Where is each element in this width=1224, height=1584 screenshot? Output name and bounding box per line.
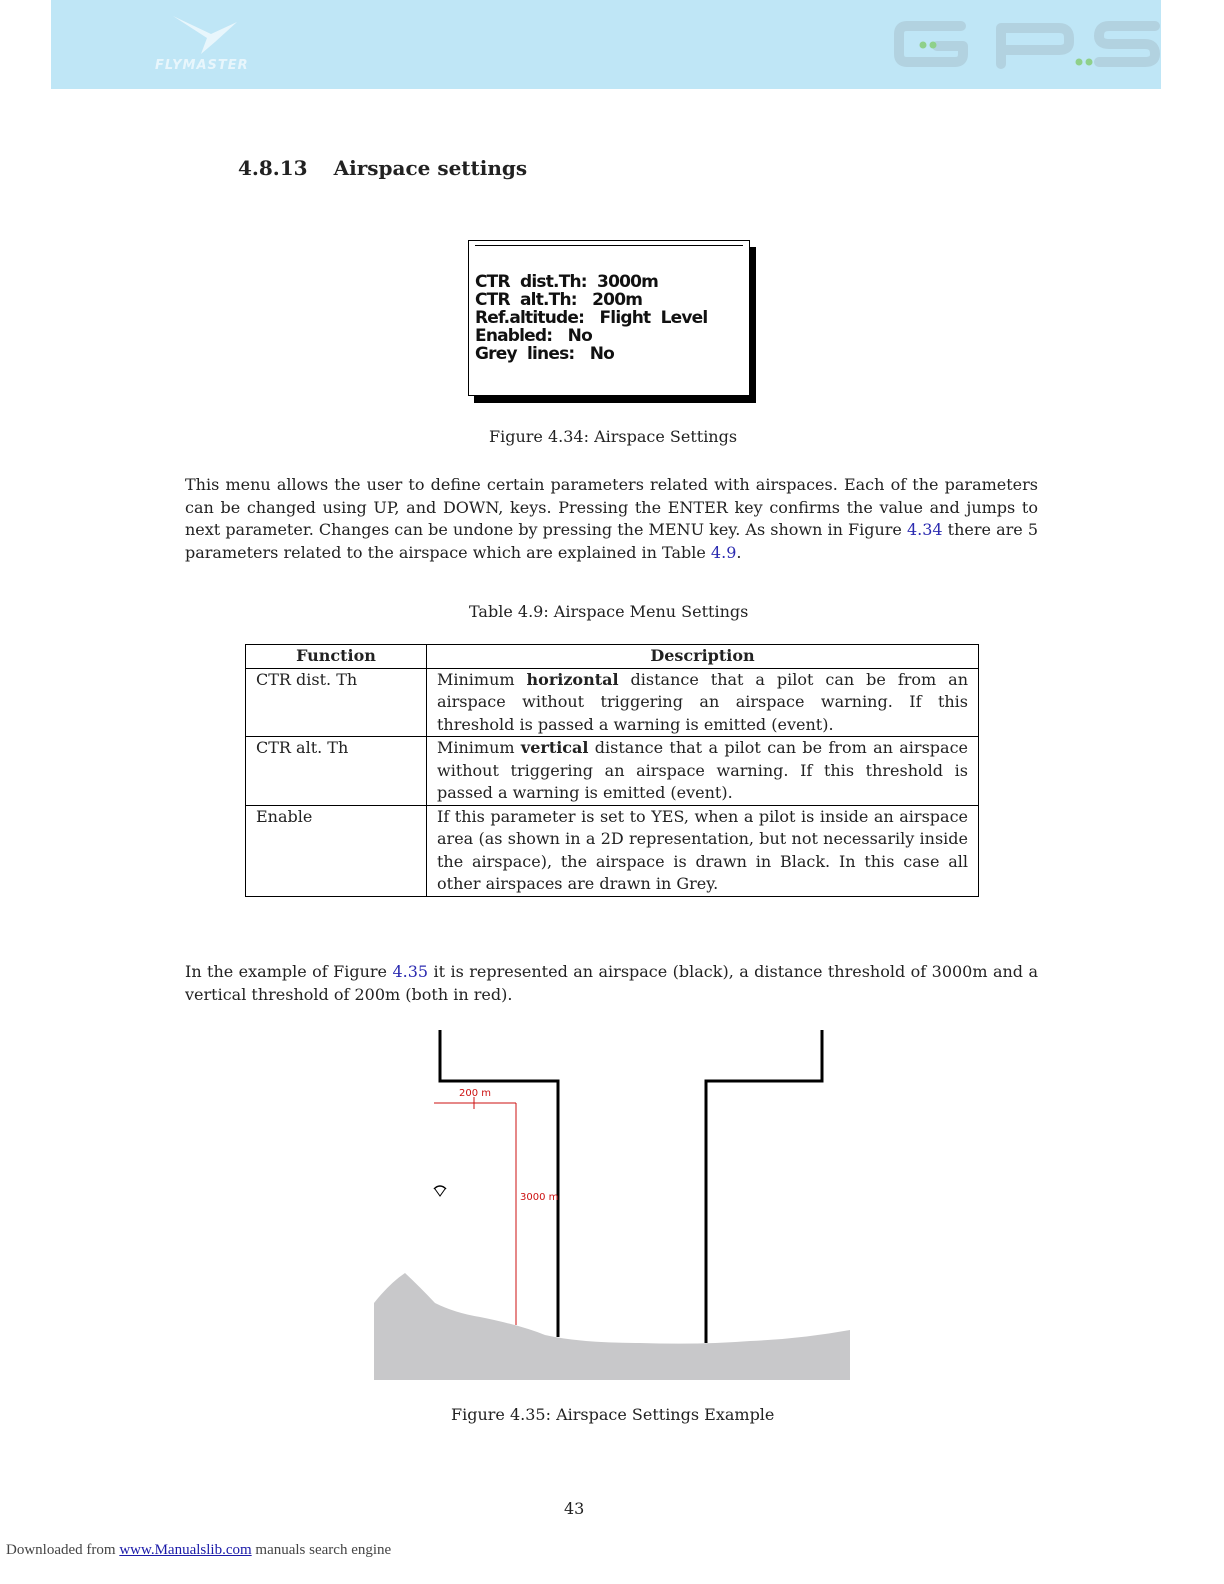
screen-row-value: 3000m: [597, 272, 659, 292]
description-text: Minimum: [437, 669, 527, 689]
horizontal-threshold-label: 3000 m: [520, 1192, 559, 1203]
section-title-text: Airspace settings: [333, 156, 528, 180]
paragraph-intro: [185, 474, 1038, 564]
screen-row-ctr-alt: [475, 290, 642, 310]
table-link[interactable]: 4.9: [710, 542, 737, 562]
function-cell: Enable: [246, 805, 427, 896]
screen-row-value: No: [589, 344, 615, 364]
description-cell: [427, 668, 979, 737]
figure-link[interactable]: 4.34: [906, 520, 943, 539]
paragraph-text: This menu allows the user to define certain parameters related with airspaces. Each of the parameters can be changed using UP, and DOWN, keys. Pressing the ENTER key confirms the value and jumps to next parameter. Changes can be undone by pressing the MENU key. As shown in Figure: [185, 475, 1038, 539]
description-text: If this parameter is set to YES, when a pilot is inside an airspace area (as shown in a 2D representation, but not necessarily inside the airspace), the airspace is drawn in Black. In this case all other airspaces are drawn in Grey.: [437, 806, 968, 893]
footer: [6, 1542, 391, 1559]
figure-caption: Figure 4.34: Airspace Settings: [489, 427, 738, 446]
screen-row-grey-lines: [475, 344, 614, 364]
paraglider-icon: [434, 1186, 446, 1196]
settings-table: [245, 644, 979, 897]
description-emphasis: vertical: [520, 738, 589, 757]
screen-row-label: CTR dist.Th:: [475, 272, 587, 292]
paragraph-text: there are 5 parameters related to the airspace which are explained in Table: [185, 520, 1038, 562]
column-header-description: Description: [427, 645, 979, 669]
airspace-example-figure: [360, 1025, 860, 1387]
table-row: [246, 805, 979, 896]
flymaster-wing-icon: [171, 14, 241, 56]
brand-logo-text: FLYMASTER: [155, 58, 249, 73]
description-text: distance that a pilot can be from an airspace without triggering an airspace warning. If this threshold is passed a warning is emitted (event).: [437, 669, 968, 734]
section-title: [238, 156, 527, 180]
description-text: Minimum: [437, 738, 521, 757]
function-cell: CTR alt. Th: [246, 737, 427, 806]
terrain: [374, 1273, 850, 1380]
table-row: [246, 668, 979, 737]
screen-row-label: Ref.altitude:: [475, 308, 585, 328]
description-text: distance that a pilot can be from an airspace without triggering an airspace warning. If this threshold is passed a warning is emitted (event).: [437, 738, 968, 802]
screen-row-label: Enabled:: [475, 326, 553, 346]
screen-row-ref-altitude: [475, 308, 707, 328]
section-number: 4.8.13: [238, 156, 308, 180]
table-header-row: [246, 645, 979, 669]
page-number: 43: [564, 1499, 585, 1518]
screen-row-value: No: [567, 326, 592, 346]
paragraph-example: [185, 961, 1038, 1006]
screen-row-value: 200m: [592, 290, 643, 310]
device-screen: [468, 240, 750, 396]
description-cell: [427, 805, 979, 896]
header-banner: [51, 0, 1161, 89]
footer-text: Downloaded from: [6, 1542, 120, 1558]
gps-logo: [893, 18, 1161, 70]
footer-link[interactable]: www.Manualslib.com: [119, 1542, 252, 1558]
column-header-function: Function: [246, 645, 427, 669]
screen-row-label: Grey lines:: [475, 344, 575, 364]
screen-row-label: CTR alt.Th:: [475, 290, 577, 310]
figure-link[interactable]: 4.35: [392, 962, 429, 981]
table-row: [246, 737, 979, 806]
description-emphasis: horizontal: [526, 669, 619, 689]
figure-caption: Figure 4.35: Airspace Settings Example: [451, 1405, 775, 1424]
paragraph-text: it is represented an airspace (black), a distance threshold of 3000m and a vertical threshold of 200m (both in red).: [185, 962, 1039, 1004]
screen-row-enabled: [475, 326, 592, 346]
paragraph-text: In the example of Figure: [185, 962, 393, 981]
airspace-right-boundary: [706, 1030, 822, 1343]
screen-top-line: [475, 245, 743, 246]
screen-row-value: Flight Level: [599, 308, 708, 328]
footer-text: manuals search engine: [251, 1542, 392, 1558]
airspace-left-boundary: [440, 1030, 558, 1337]
function-cell: CTR dist. Th: [246, 668, 427, 737]
table-caption: Table 4.9: Airspace Menu Settings: [469, 602, 749, 621]
description-cell: [427, 737, 979, 806]
paragraph-text: .: [736, 542, 742, 562]
vertical-threshold-label: 200 m: [459, 1088, 492, 1099]
screen-row-ctr-dist: [475, 272, 658, 292]
